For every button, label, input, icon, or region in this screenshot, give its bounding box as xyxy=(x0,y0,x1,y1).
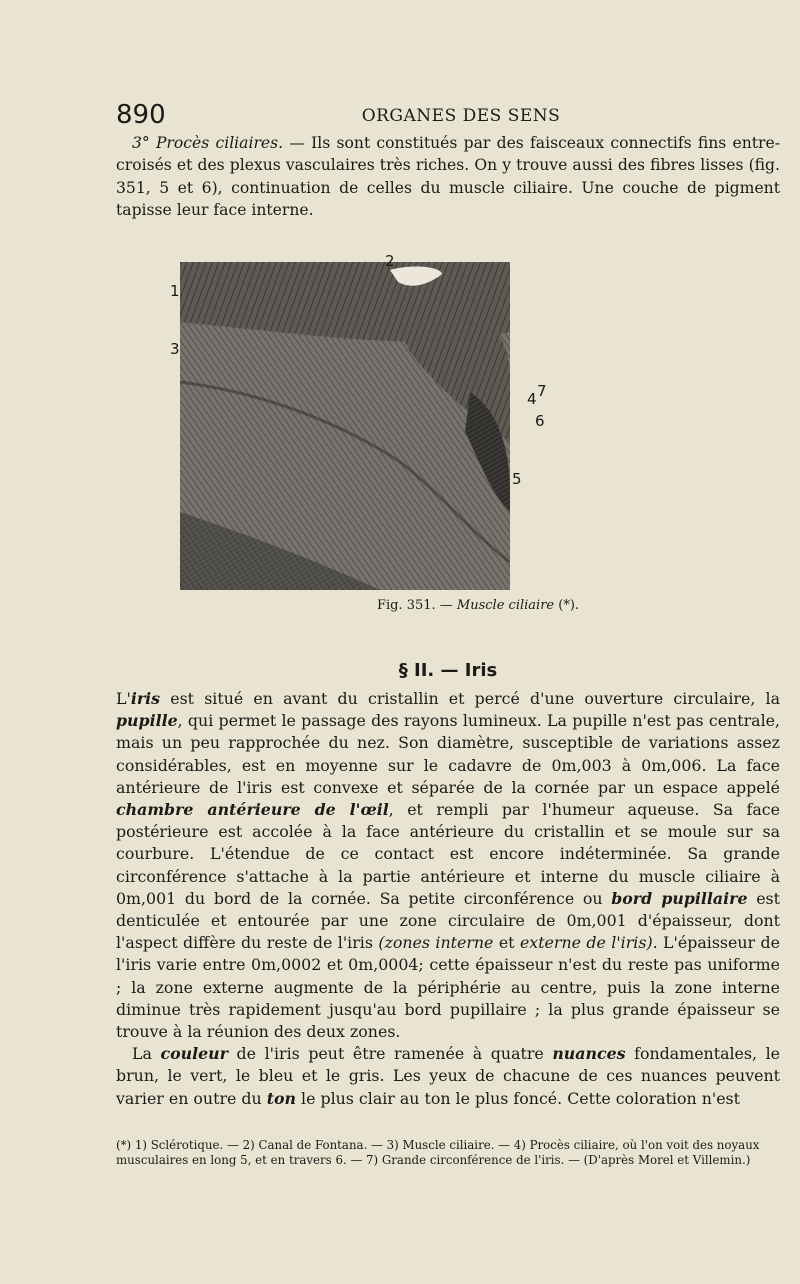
text-span: est denticulée et entourée par une zone circulaire de 0m,001 d'épaisseur, dont l'aspect diffère du reste de l'iris xyxy=(116,888,780,953)
figure-caption-prefix: Fig. 351. — xyxy=(376,598,457,613)
figure-caption-suffix: (*). xyxy=(554,598,580,613)
text-span: L'épaisseur de l'iris varie entre 0m,0002 et 0m,0004; cette épaisseur n'est du reste pas uniforme ; la zone externe augmente de la périphérie au centre, puis la zone interne diminue très rapidement jusqu'au bord pupillaire ; la plus grande épaisseur se trouve à la réunion des deux zones. xyxy=(116,933,780,1042)
term-chambre-anterieure: chambre antérieure de l'œil xyxy=(116,800,389,820)
figure-caption xyxy=(116,598,800,613)
figure-caption-title: Muscle ciliaire xyxy=(456,598,555,613)
term-iris: iris xyxy=(130,689,161,708)
intro-text: — Ils sont constitués par des faisceaux connectifs fins entre-croisés et des plexus vasculaires très riches. On y trouve aussi des fibres lisses (fig. 351, 5 et 6), continuation de celles du muscle ciliaire. Une couche de pigment tapisse leur face interne. xyxy=(116,134,780,220)
term-bord-pupillaire: bord pupillaire xyxy=(611,888,748,908)
figure-label-3: 3 xyxy=(170,340,180,358)
text-span: fondamentales, le brun, le vert, le bleu et le gris. Les yeux de chacune de ces nuances peuvent varier en outre du xyxy=(116,1044,780,1108)
figure-illustration xyxy=(180,262,510,590)
figure-label-1: 1 xyxy=(170,282,180,300)
term-nuances: nuances xyxy=(552,1044,626,1064)
intro-label: 3° Procès ciliaires. xyxy=(132,134,284,152)
text-span: La xyxy=(132,1044,161,1064)
figure-label-6: 6 xyxy=(535,412,545,430)
text-span: , qui permet le passage des rayons lumineux. La pupille n'est pas centrale, mais un peu rapprochée du nez. Son diamètre, susceptible de variations assez considérables, est en moyenne sur le cadavre de 0m,003 à 0m,006. La face antérieure de l'iris est convexe et séparée de la cornée par un espace appelé xyxy=(116,711,780,797)
text-span: et xyxy=(493,933,520,953)
figure-label-4: 4 xyxy=(527,390,537,408)
intro-paragraph xyxy=(116,132,780,222)
page-header xyxy=(116,100,776,130)
section-title: § II. — Iris xyxy=(398,660,498,681)
term-pupille: pupille xyxy=(116,711,178,731)
paragraph-iris xyxy=(116,688,780,1043)
term-zones-interne: (zones interne xyxy=(378,933,494,953)
running-title: ORGANES DES SENS xyxy=(361,106,561,126)
figure-ciliary-muscle xyxy=(180,262,510,590)
figure-label-5: 5 xyxy=(512,470,522,488)
body-text xyxy=(116,688,780,1110)
page-number: 890 xyxy=(116,100,166,130)
footnote: (*) 1) Sclérotique. — 2) Canal de Fontana. — 3) Muscle ciliaire. — 4) Procès ciliaire, où l'on voit des noyaux musculaires en long 5, et en travers 6. — 7) Grande circonférence de l'iris. — (D'après Morel et Villemin.) xyxy=(116,1138,760,1168)
text-span: de l'iris peut être ramenée à quatre xyxy=(227,1044,553,1064)
figure-label-2: 2 xyxy=(385,252,395,270)
figure-label-7: 7 xyxy=(537,382,547,400)
text-span: , et rempli par l'humeur aqueuse. Sa face postérieure est accolée à la face antérieure du cristallin et se moule sur sa courbure. L'étendue de ce contact est encore indéterminée. Sa grande circonférence s'attache à la partie antérieure et interne du muscle ciliaire à 0m,001 du bord de la cornée. Sa petite circonférence ou xyxy=(116,800,780,908)
paragraph-couleur xyxy=(116,1043,780,1110)
text-span: le plus clair au ton le plus foncé. Cette coloration n'est xyxy=(296,1088,741,1108)
text-span: est situé en avant du cristallin et percé d'une ouverture circulaire, la xyxy=(160,689,780,708)
term-couleur: couleur xyxy=(160,1044,228,1064)
text-span: L' xyxy=(116,689,131,708)
term-ton: ton xyxy=(266,1088,297,1108)
term-externe: externe de l'iris). xyxy=(519,933,658,953)
